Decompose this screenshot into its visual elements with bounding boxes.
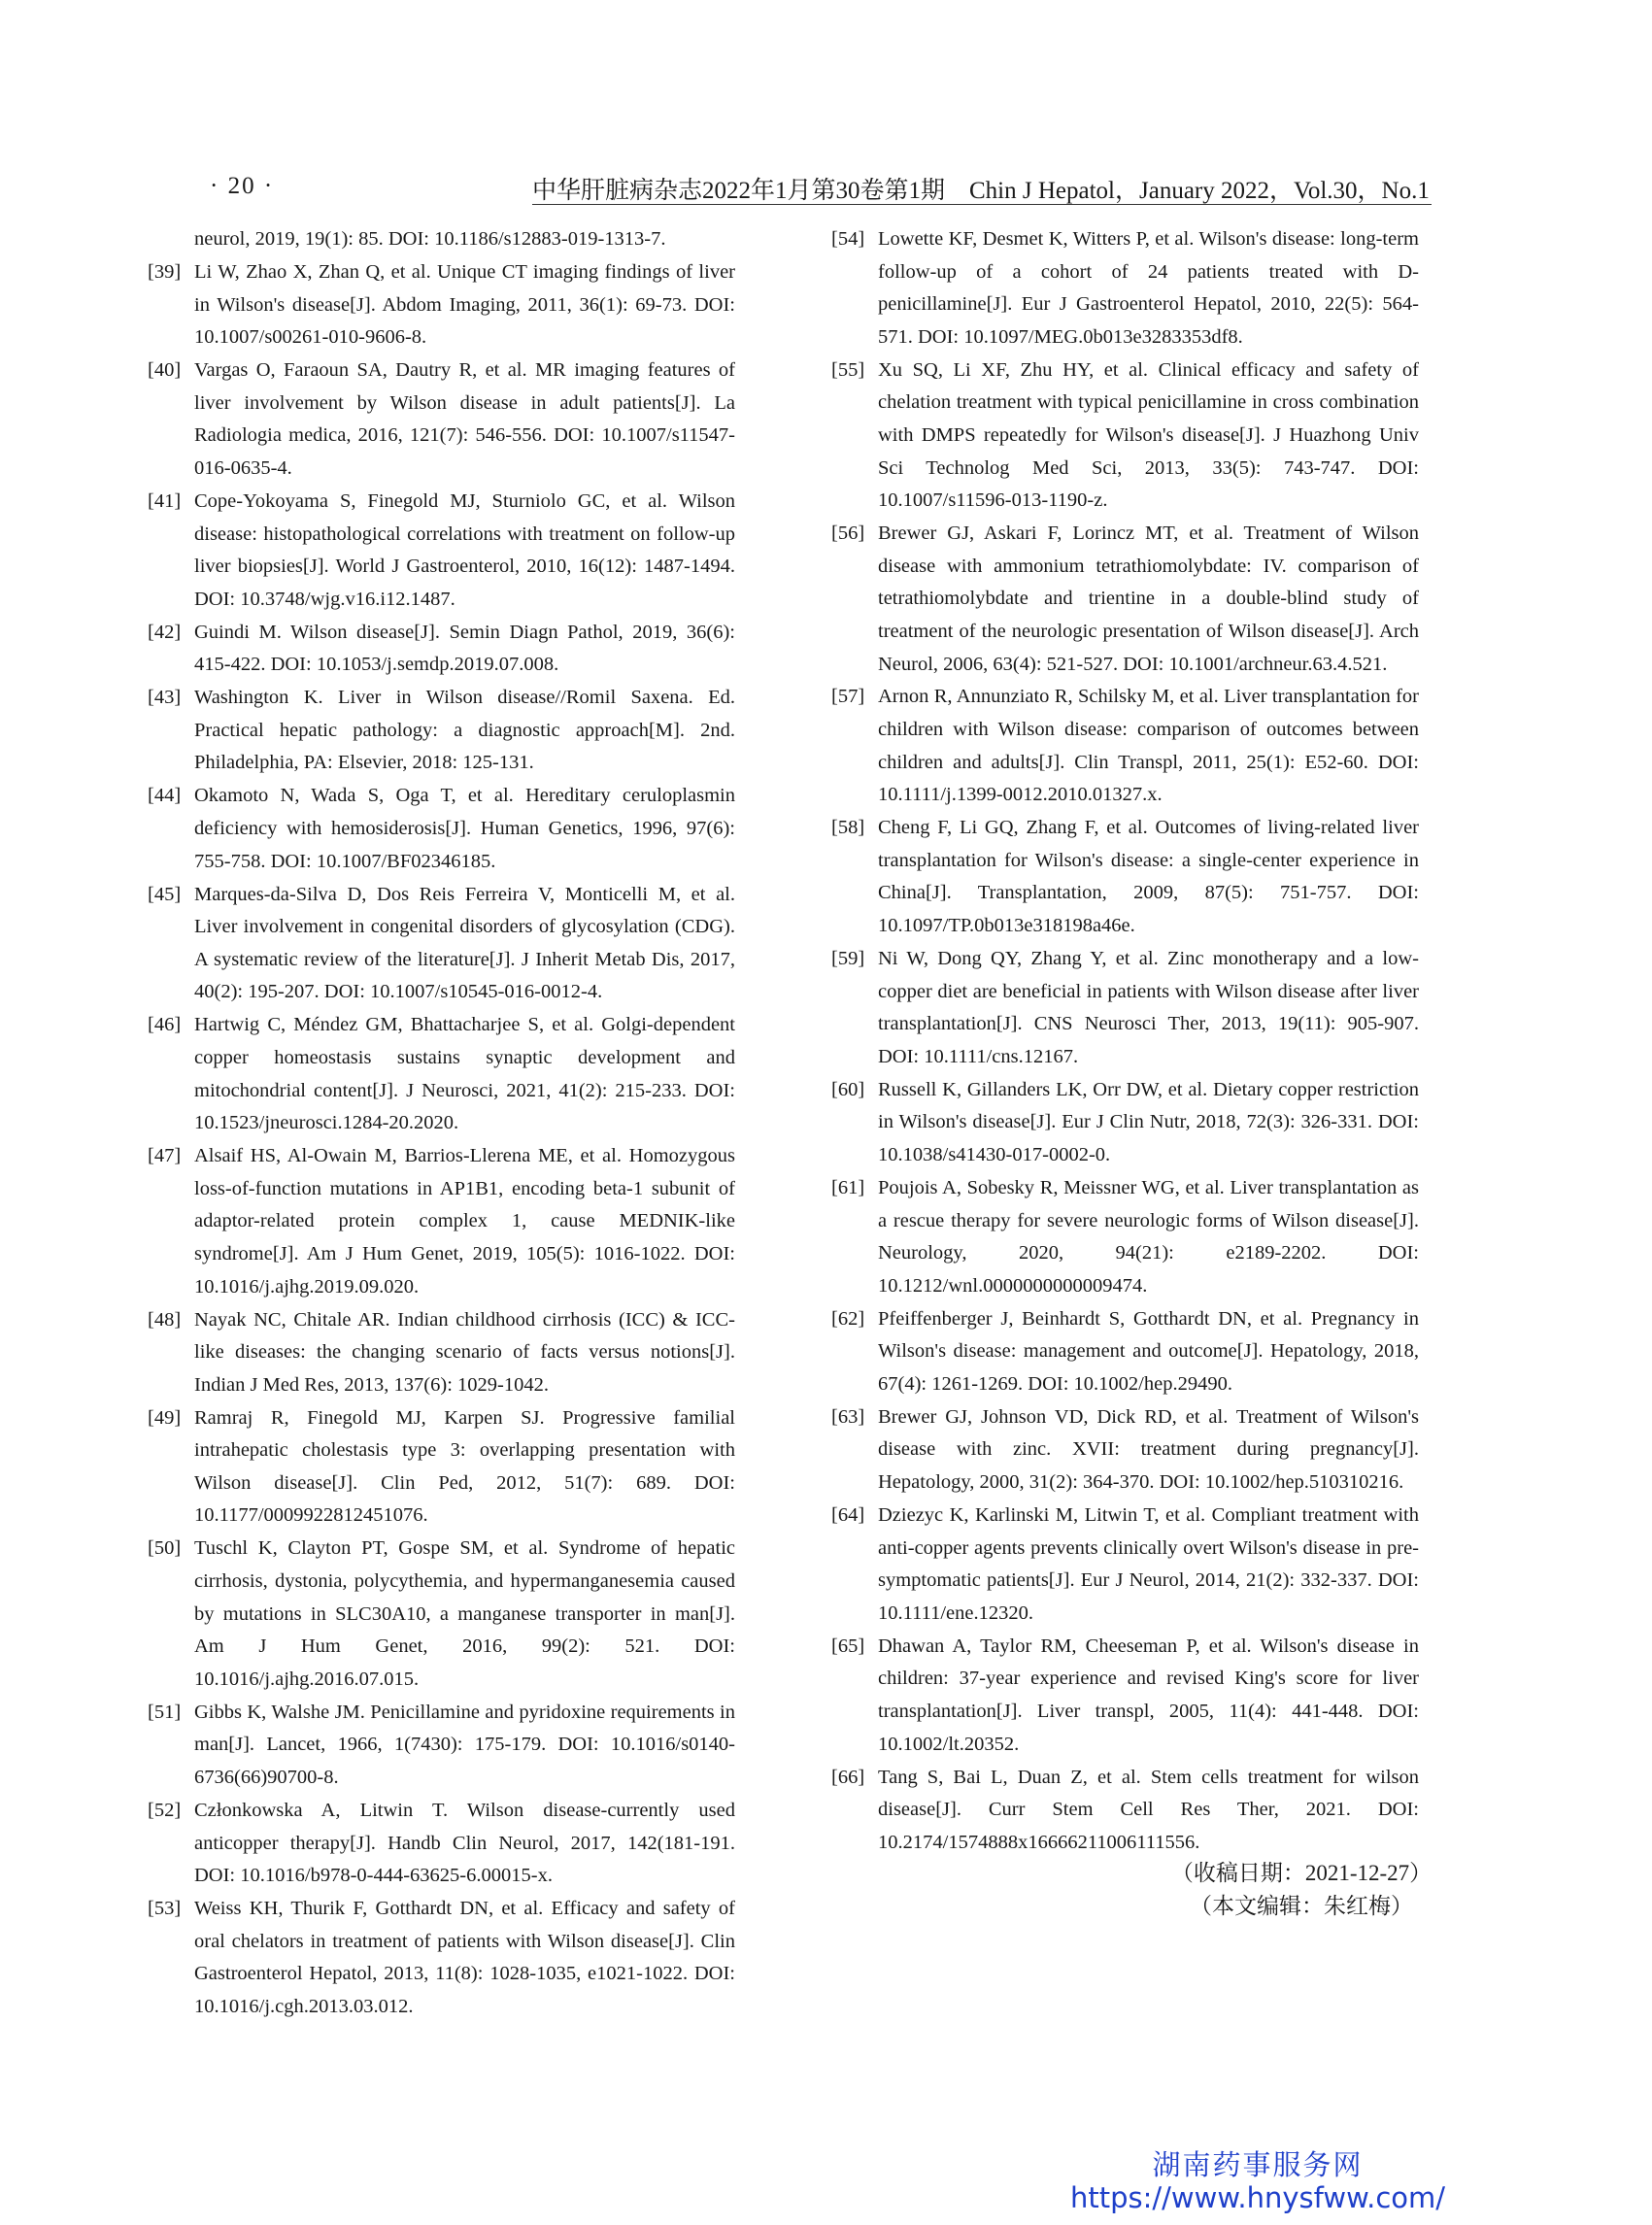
reference-text: Washington K. Liver in Wilson disease//Romil Saxena. Ed. Practical hepatic pathology: a diagnostic approach[M]. 2nd. Philadelphia, PA: Elsevier, 2018: 125-131. — [194, 687, 735, 774]
watermark-url[interactable]: https://www.hnysfww.com/ — [1069, 2181, 1446, 2214]
reference-item — [148, 1304, 735, 1402]
reference-item — [831, 518, 1419, 681]
reference-text: Okamoto N, Wada S, Oga T, et al. Hereditary ceruloplasmin deficiency with hemosiderosis[J]. Human Genetics, 1996, 97(6): 755-758. DOI: 10.1007/BF02346185. — [194, 785, 735, 872]
reference-text: Arnon R, Annunziato R, Schilsky M, et al. Liver transplantation for children with Wilson disease: comparison of outcomes between children and adults[J]. Clin Transpl, 2011, 25(1): E52-60. DOI: 10.1111/j.1399-0012.2010.01327.x. — [878, 686, 1419, 806]
reference-number: [44] — [148, 785, 182, 807]
reference-item — [148, 780, 735, 878]
reference-text: Brewer GJ, Johnson VD, Dick RD, et al. Treatment of Wilson's disease with zinc. XVII: treatment during pregnancy[J]. Hepatology, 2000, 31(2): 364-370. DOI: 10.1002/hep.510310216. — [878, 1405, 1419, 1494]
reference-item — [148, 682, 735, 780]
reference-number: [42] — [148, 621, 182, 643]
reference-text: Nayak NC, Chitale AR. Indian childhood cirrhosis (ICC) & ICC-like diseases: the changing scenario of facts versus notions[J]. Indian J Med Res, 2013, 137(6): 1029-1042. — [194, 1308, 735, 1396]
running-header — [148, 169, 1432, 210]
reference-item — [148, 1009, 735, 1139]
reference-text: Członkowska A, Litwin T. Wilson disease-currently used anticopper therapy[J]. Handb Clin Neurol, 2017, 142(181-191. DOI: 10.1016/b978-0-444-63625-6.00015-x. — [194, 1799, 735, 1887]
reference-text: Gibbs K, Walshe JM. Penicillamine and pyridoxine requirements in man[J]. Lancet, 1966, 1(7430): 175-179. DOI: 10.1016/s0140-6736(66)90700-8. — [194, 1701, 735, 1788]
reference-number: [61] — [831, 1176, 865, 1198]
reference-number: [50] — [148, 1537, 182, 1560]
reference-continuation — [148, 223, 735, 256]
reference-item — [148, 879, 735, 1009]
reference-item — [831, 1762, 1419, 1860]
reference-text: Russell K, Gillanders LK, Orr DW, et al. Dietary copper restriction in Wilson's disease[J]. Eur J Clin Nutr, 2018, 72(3): 326-331. DOI: 10.1038/s41430-017-0002-0. — [878, 1078, 1419, 1165]
reference-number: [63] — [831, 1405, 865, 1428]
reference-text: Hartwig C, Méndez GM, Bhattacharjee S, et al. Golgi-dependent copper homeostasis sustains synaptic development and mitochondrial content[J]. J Neurosci, 2021, 41(2): 215-233. DOI: 10.1523/jneurosci.1284-20.2020. — [194, 1014, 735, 1134]
reference-number: [46] — [148, 1014, 182, 1036]
journal-citation-line: 中华肝脏病杂志2022年1月第30卷第1期 Chin J Hepatol，January 2022，Vol.30，No.1 — [532, 171, 1432, 205]
editor-credit: （本文编辑：朱红梅） — [1190, 1894, 1413, 1918]
reference-item — [148, 256, 735, 354]
site-watermark — [1029, 2148, 1486, 2214]
reference-text: Marques-da-Silva D, Dos Reis Ferreira V, Monticelli M, et al. Liver involvement in congenital disorders of glycosylation (CDG). A systematic review of the literature[J]. J Inherit Metab Dis, 2017, 40(2): 195-207. DOI: 10.1007/s10545-016-0012-4. — [194, 883, 735, 1003]
reference-number: [64] — [831, 1504, 865, 1527]
watermark-site-name: 湖南药事服务网 — [1152, 2148, 1364, 2181]
reference-text: Ramraj R, Finegold MJ, Karpen SJ. Progressive familial intrahepatic cholestasis type 3: overlapping presentation with Wilson disease[J]. Clin Ped, 2012, 51(7): 689. DOI: 10.1177/0009922812451076. — [194, 1406, 735, 1527]
reference-text: Lowette KF, Desmet K, Witters P, et al. Wilson's disease: long-term follow-up of a cohort of 24 patients treated with D-penicillamine[J]. Eur J Gastroenterol Hepatol, 2010, 22(5): 564-571. DOI: 10.1097/MEG.0b013e3283353df8. — [878, 228, 1419, 348]
reference-text: Tuschl K, Clayton PT, Gospe SM, et al. Syndrome of hepatic cirrhosis, dystonia, polycythemia, and hypermanganesemia caused by mutations in SLC30A10, a manganese transporter in man[J]. Am J Hum Genet, 2016, 99(2): 521. DOI: 10.1016/j.ajhg.2016.07.015. — [194, 1537, 735, 1690]
reference-number: [49] — [148, 1406, 182, 1429]
reference-number: [60] — [831, 1078, 865, 1100]
reference-number: [39] — [148, 260, 182, 283]
reference-number: [40] — [148, 359, 182, 382]
reference-item — [831, 1500, 1419, 1630]
reference-number: [45] — [148, 883, 182, 905]
reference-number: [66] — [831, 1766, 865, 1788]
reference-item — [831, 812, 1419, 942]
reference-number: [55] — [831, 358, 865, 381]
reference-number: [62] — [831, 1307, 865, 1330]
reference-item — [831, 681, 1419, 811]
reference-text: Dziezyc K, Karlinski M, Litwin T, et al. Compliant treatment with anti-copper agents prevents clinically overt Wilson's disease in pre-symptomatic patients[J]. Eur J Neurol, 2014, 21(2): 332-337. DOI: 10.1111/ene.12320. — [878, 1504, 1419, 1624]
reference-number: [65] — [831, 1635, 865, 1657]
reference-text: Brewer GJ, Askari F, Lorincz MT, et al. Treatment of Wilson disease with ammonium tetrathiomolybdate: IV. comparison of tetrathiomolybdate and trientine in a double-blind study of treatment of the neurologic presentation of Wilson disease[J]. Arch Neurol, 2006, 63(4): 521-527. DOI: 10.1001/archneur.63.4.521. — [878, 523, 1419, 675]
reference-item — [148, 1893, 735, 2023]
reference-text: Vargas O, Faraoun SA, Dautry R, et al. MR imaging features of liver involvement by Wilson disease in adult patients[J]. La Radiologia medica, 2016, 121(7): 546-556. DOI: 10.1007/s11547-016-0635-4. — [194, 359, 735, 479]
reference-number: [53] — [148, 1898, 182, 1920]
reference-text: Alsaif HS, Al-Owain M, Barrios-Llerena ME, et al. Homozygous loss-of-function mutations in AP1B1, encoding beta-1 subunit of adaptor-related protein complex 1, cause MEDNIK-like syndrome[J]. Am J Hum Genet, 2019, 105(5): 1016-1022. DOI: 10.1016/j.ajhg.2019.09.020. — [194, 1145, 735, 1298]
reference-item — [831, 943, 1419, 1073]
reference-item — [148, 486, 735, 616]
reference-number: [43] — [148, 687, 182, 709]
reference-item — [148, 354, 735, 485]
reference-column-left — [148, 223, 735, 2024]
reference-text: Pfeiffenberger J, Beinhardt S, Gotthardt DN, et al. Pregnancy in Wilson's disease: management and outcome[J]. Hepatology, 2018, 67(4): 1261-1269. DOI: 10.1002/hep.29490. — [878, 1307, 1419, 1395]
reference-text: Li W, Zhao X, Zhan Q, et al. Unique CT imaging findings of liver in Wilson's disease[J]. Abdom Imaging, 2011, 36(1): 69-73. DOI: 10.1007/s00261-010-9606-8. — [194, 260, 735, 349]
reference-text: Poujois A, Sobesky R, Meissner WG, et al. Liver transplantation as a rescue therapy for severe neurologic forms of Wilson disease[J]. Neurology, 2020, 94(21): e2189-2202. DOI: 10.1212/wnl.0000000000009474. — [878, 1176, 1419, 1297]
reference-number: [51] — [148, 1701, 182, 1723]
reference-item — [148, 617, 735, 682]
reference-item — [148, 1533, 735, 1696]
reference-item — [148, 1697, 735, 1795]
reference-number: [47] — [148, 1145, 182, 1167]
page-number: · 20 · — [210, 173, 275, 199]
reference-text: Guindi M. Wilson disease[J]. Semin Diagn Pathol, 2019, 36(6): 415-422. DOI: 10.1053/j.semdp.2019.07.008. — [194, 621, 735, 676]
reference-item — [831, 1631, 1419, 1761]
reference-item — [831, 1401, 1419, 1500]
reference-item — [148, 1795, 735, 1893]
reference-text: Xu SQ, Li XF, Zhu HY, et al. Clinical efficacy and safety of chelation treatment with typical penicillamine in cross combination with DMPS repeatedly for Wilson's disease[J]. J Huazhong Univ Sci Technolog Med Sci, 2013, 33(5): 743-747. DOI: 10.1007/s11596-013-1190-z. — [878, 358, 1419, 512]
reference-item — [831, 1303, 1419, 1401]
reference-text: Dhawan A, Taylor RM, Cheeseman P, et al. Wilson's disease in children: 37-year experience and revised King's score for liver transplantation[J]. Liver transpl, 2005, 11(4): 441-448. DOI: 10.1002/lt.20352. — [878, 1635, 1419, 1755]
reference-item — [148, 1402, 735, 1533]
reference-text: Ni W, Dong QY, Zhang Y, et al. Zinc monotherapy and a low-copper diet are beneficial in patients with Wilson disease after liver transplantation[J]. CNS Neurosci Ther, 2013, 19(11): 905-907. DOI: 10.1111/cns.12167. — [878, 948, 1419, 1067]
reference-number: [48] — [148, 1308, 182, 1331]
reference-text: Cheng F, Li GQ, Zhang F, et al. Outcomes of living-related liver transplantation for Wilson's disease: a single-center experience in China[J]. Transplantation, 2009, 87(5): 751-757. DOI: 10.1097/TP.0b013e318198a46e. — [878, 817, 1419, 937]
reference-number: [41] — [148, 489, 182, 512]
article-footer-notes — [1146, 1857, 1457, 1923]
reference-item — [831, 354, 1419, 518]
reference-number: [54] — [831, 228, 865, 250]
received-date: （收稿日期：2021-12-27） — [1170, 1861, 1433, 1885]
reference-item — [148, 1140, 735, 1303]
reference-number: [56] — [831, 523, 865, 545]
reference-number: [59] — [831, 948, 865, 970]
reference-item — [831, 223, 1419, 354]
reference-text: Tang S, Bai L, Duan Z, et al. Stem cells treatment for wilson disease[J]. Curr Stem Cell Res Ther, 2021. DOI: 10.2174/1574888x16666211006111556. — [878, 1766, 1419, 1853]
reference-text: neurol, 2019, 19(1): 85. DOI: 10.1186/s12883-019-1313-7. — [194, 228, 666, 250]
reference-text: Weiss KH, Thurik F, Gotthardt DN, et al. Efficacy and safety of oral chelators in treatment of patients with Wilson disease[J]. Clin Gastroenterol Hepatol, 2013, 11(8): 1028-1035, e1021-1022. DOI: 10.1016/j.cgh.2013.03.012. — [194, 1898, 735, 2017]
reference-item — [831, 1074, 1419, 1172]
reference-number: [57] — [831, 686, 865, 708]
reference-item — [831, 1172, 1419, 1302]
reference-column-right — [831, 223, 1419, 1860]
reference-number: [52] — [148, 1799, 182, 1821]
reference-text: Cope-Yokoyama S, Finegold MJ, Sturniolo GC, et al. Wilson disease: histopathological correlations with treatment on follow-up liver biopsies[J]. World J Gastroenterol, 2010, 16(12): 1487-1494. DOI: 10.3748/wjg.v16.i12.1487. — [194, 489, 735, 610]
reference-number: [58] — [831, 817, 865, 839]
